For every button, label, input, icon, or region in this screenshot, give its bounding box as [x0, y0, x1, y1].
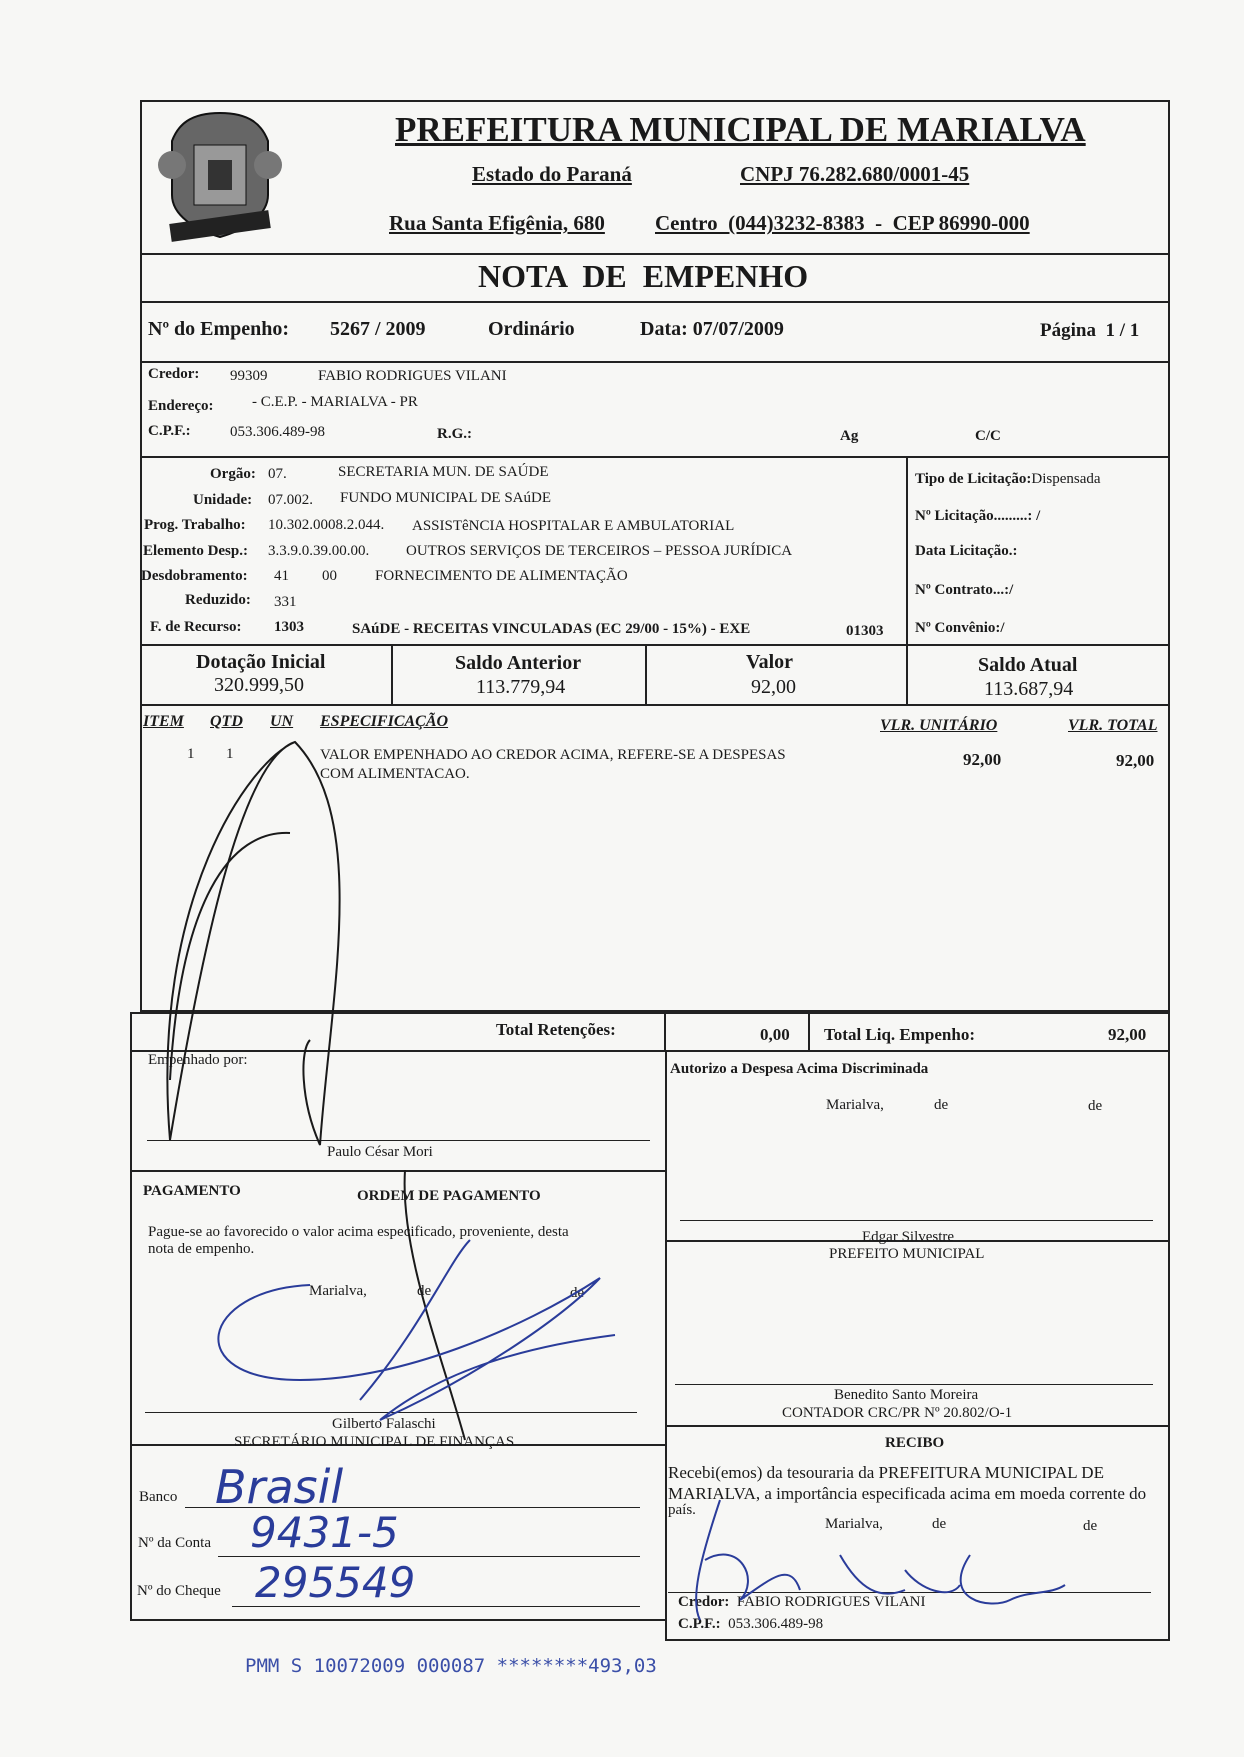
recurso-name: SAúDE - RECEITAS VINCULADAS (EC 29/00 - 15%) - EXE — [352, 621, 751, 637]
address-label: Endereço: — [148, 398, 214, 414]
cnpj: CNPJ 76.282.680/0001-45 — [740, 162, 970, 186]
pagamento-text-line1: Pague-se ao favorecido o valor acima especificado, proveniente, desta — [148, 1224, 569, 1240]
ag-label: Ag — [840, 428, 859, 444]
credor-cpf: 053.306.489-98 — [230, 424, 325, 440]
pagamento-text-line2: nota de empenho. — [148, 1241, 255, 1257]
empenho-label: Nº do Empenho: — [148, 318, 290, 340]
cpf-label: C.P.F.: — [148, 423, 191, 439]
saldo-anterior-label: Saldo Anterior — [455, 652, 582, 674]
empenho-number: 5267 / 2009 — [330, 318, 426, 340]
valor-value: 92,00 — [751, 676, 796, 698]
desdobramento-code: 41 — [274, 568, 289, 584]
cheque-label: Nº do Cheque — [137, 1583, 221, 1599]
credor-label: Credor: — [148, 366, 200, 382]
desdobramento-label: Desdobramento: — [141, 568, 248, 584]
secretario-role: SECRETÁRIO MUNICIPAL DE FINANÇAS — [234, 1434, 515, 1450]
street-address: Rua Santa Efigênia, 680 — [389, 211, 605, 235]
recibo-text-line3: país. — [668, 1502, 696, 1518]
unidade-label: Unidade: — [193, 492, 253, 508]
numero-licitacao: Nº Licitação.........: / — [915, 508, 1041, 524]
credor-signature — [696, 1500, 1065, 1620]
dotacao-value: 320.999,50 — [214, 674, 304, 696]
pagamento-de2: de — [570, 1285, 585, 1301]
credor-name: FABIO RODRIGUES VILANI — [318, 368, 507, 384]
recibo-credor: Credor: FABIO RODRIGUES VILANI — [678, 1594, 926, 1610]
empenho-date: Data: 07/07/2009 — [640, 318, 784, 340]
prefeito-role: PREFEITO MUNICIPAL — [829, 1246, 985, 1262]
elemento-label: Elemento Desp.: — [143, 543, 248, 559]
handwritten-conta: 9431-5 — [250, 1508, 399, 1557]
contador-role: CONTADOR CRC/PR Nº 20.802/O-1 — [782, 1405, 1013, 1421]
desdobramento-sub: 00 — [322, 568, 337, 584]
recibo-title: RECIBO — [885, 1435, 945, 1451]
recurso-code: 1303 — [274, 619, 304, 635]
empenho-type: Ordinário — [488, 318, 575, 340]
reduzido-value: 331 — [274, 594, 297, 610]
orgao-code: 07. — [268, 466, 287, 482]
pagamento-de1: de — [417, 1283, 432, 1299]
autorizo-de1: de — [934, 1097, 949, 1113]
prog-code: 10.302.0008.2.044. — [268, 517, 385, 533]
tipo-licitacao: Tipo de Licitação:Dispensada — [915, 471, 1101, 487]
numero-contrato: Nº Contrato...:/ — [915, 582, 1014, 598]
conta-label: Nº da Conta — [138, 1535, 211, 1551]
recibo-text-line2: MARIALVA, a importância especificada acima em moeda corrente do — [668, 1484, 1147, 1503]
saldo-atual-value: 113.687,94 — [984, 678, 1074, 700]
col-vlr-total: VLR. TOTAL — [1068, 717, 1158, 734]
retencoes-label: Total Retenções: — [496, 1020, 616, 1039]
elemento-code: 3.3.9.0.39.00.00. — [268, 543, 370, 559]
numero-convenio: Nº Convênio:/ — [915, 620, 1005, 636]
prefeito-name: Edgar Silvestre — [862, 1229, 955, 1245]
autorizo-de2: de — [1088, 1098, 1103, 1114]
initials-stroke — [405, 1170, 465, 1440]
empenhado-label: Empenhado por: — [148, 1052, 248, 1068]
credor-address: - C.E.P. - MARIALVA - PR — [252, 394, 418, 410]
saldo-anterior-value: 113.779,94 — [476, 676, 566, 698]
item-qtd: 1 — [226, 746, 234, 762]
col-especificacao: ESPECIFICAÇÃO — [320, 713, 449, 730]
item-vlr-total: 92,00 — [1116, 751, 1155, 770]
saldo-atual-label: Saldo Atual — [978, 654, 1078, 676]
page-number: Página 1 / 1 — [1040, 320, 1140, 341]
liquido-label: Total Liq. Empenho: — [824, 1025, 975, 1044]
item-desc-line1: VALOR EMPENHADO AO CREDOR ACIMA, REFERE-SE A DESPESAS — [320, 747, 786, 763]
secretario-name: Gilberto Falaschi — [332, 1416, 436, 1432]
ordem-pagamento-label: ORDEM DE PAGAMENTO — [357, 1188, 541, 1204]
handwritten-cheque: 295549 — [255, 1558, 416, 1607]
item-vlr-unitario: 92,00 — [963, 750, 1002, 769]
item-desc-line2: COM ALIMENTACAO. — [320, 766, 470, 782]
recibo-de1: de — [932, 1516, 947, 1532]
recurso-code2: 01303 — [846, 623, 884, 639]
col-vlr-unitario: VLR. UNITÁRIO — [880, 717, 998, 734]
liquido-value: 92,00 — [1108, 1025, 1147, 1044]
recibo-cpf: C.P.F.: 053.306.489-98 — [678, 1616, 824, 1632]
unidade-name: FUNDO MUNICIPAL DE SAúDE — [340, 490, 551, 506]
col-un: UN — [270, 713, 294, 730]
initials-stroke — [167, 742, 339, 1145]
autorizo-place: Marialva, — [826, 1097, 884, 1113]
retencoes-value: 0,00 — [760, 1025, 790, 1044]
contador-name: Benedito Santo Moreira — [834, 1387, 979, 1403]
address-contact: Centro (044)3232-8383 - CEP 86990-000 — [655, 211, 1030, 235]
secretario-signature — [218, 1278, 615, 1420]
pagamento-place: Marialva, — [309, 1283, 367, 1299]
orgao-label: Orgão: — [210, 466, 256, 482]
handwritten-banco: Brasil — [215, 1460, 344, 1514]
empenhado-name: Paulo César Mori — [327, 1144, 433, 1160]
unidade-code: 07.002. — [268, 492, 313, 508]
data-licitacao: Data Licitação.: — [915, 543, 1018, 559]
cc-label: C/C — [975, 428, 1001, 444]
recibo-place: Marialva, — [825, 1516, 883, 1532]
rg-label: R.G.: — [437, 426, 472, 442]
col-item: ITEM — [143, 713, 184, 730]
item-number: 1 — [187, 746, 195, 762]
dotacao-label: Dotação Inicial — [196, 651, 326, 673]
reduzido-label: Reduzido: — [185, 592, 251, 608]
credor-code: 99309 — [230, 368, 268, 384]
prog-name: ASSISTêNCIA HOSPITALAR E AMBULATORIAL — [412, 518, 735, 534]
municipality-title: PREFEITURA MUNICIPAL DE MARIALVA — [395, 110, 1086, 149]
recibo-text-line1: Recebi(emos) da tesouraria da PREFEITURA MUNICIPAL DE — [668, 1463, 1104, 1482]
desdobramento-name: FORNECIMENTO DE ALIMENTAÇÃO — [375, 568, 628, 584]
payment-stamp: PMM S 10072009 000087 ********493,03 — [245, 1655, 657, 1677]
orgao-name: SECRETARIA MUN. DE SAÚDE — [338, 464, 549, 480]
elemento-name: OUTROS SERVIÇOS DE TERCEIROS – PESSOA JURÍDICA — [406, 543, 793, 559]
document-title: NOTA DE EMPENHO — [478, 258, 809, 294]
pagamento-label: PAGAMENTO — [143, 1183, 241, 1199]
col-qtd: QTD — [210, 713, 243, 730]
banco-label: Banco — [139, 1489, 178, 1505]
prog-label: Prog. Trabalho: — [144, 517, 246, 533]
valor-label: Valor — [746, 651, 794, 673]
autorizo-label: Autorizo a Despesa Acima Discriminada — [670, 1061, 929, 1077]
recibo-de2: de — [1083, 1518, 1098, 1534]
recurso-label: F. de Recurso: — [150, 619, 242, 635]
state-name: Estado do Paraná — [472, 162, 632, 186]
